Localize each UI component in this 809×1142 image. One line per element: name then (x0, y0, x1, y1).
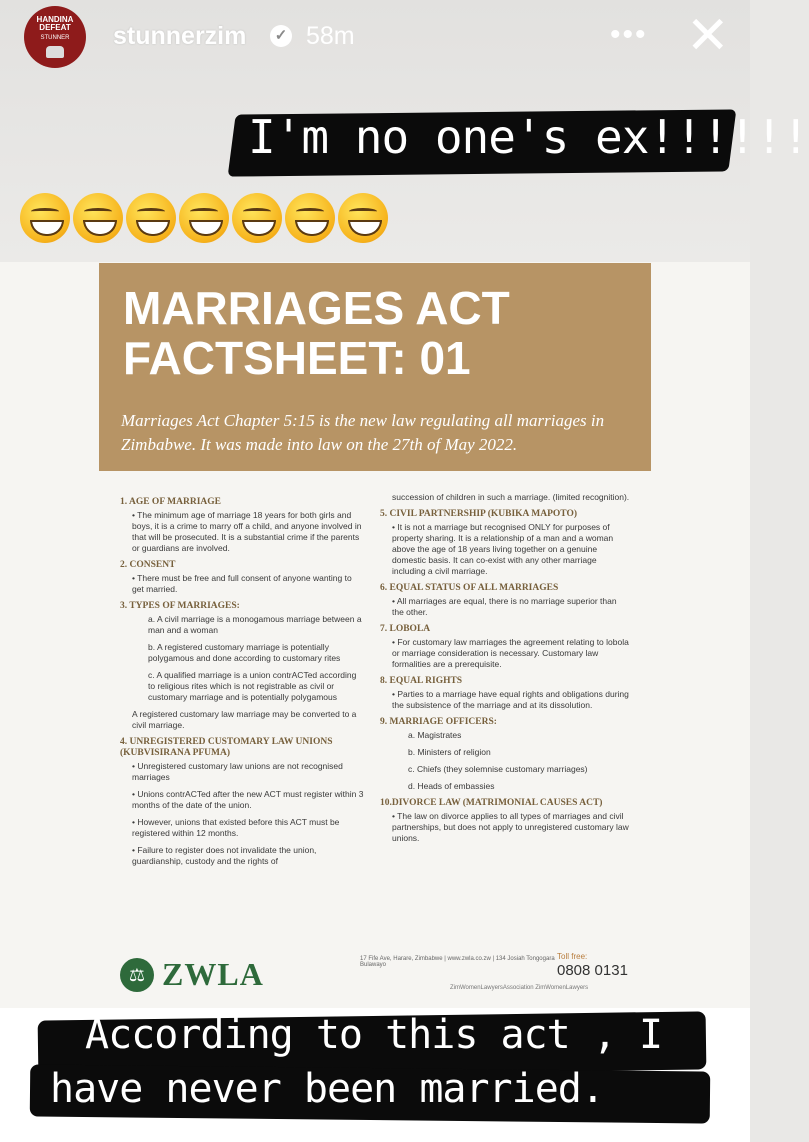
section-heading: 6. EQUAL STATUS OF ALL MARRIAGES (380, 583, 559, 593)
grinning-sweat-emoji (73, 193, 123, 243)
story-caption-bottom-line1: According to this act , I (85, 1012, 663, 1058)
section-heading: 2. CONSENT (120, 560, 176, 570)
section-text: • All marriages are equal, there is no marriage superior than the other. (392, 596, 617, 617)
grinning-sweat-emoji (338, 193, 388, 243)
more-dots-icon[interactable]: ••• (610, 18, 648, 51)
section-heading: 5. CIVIL PARTNERSHIP (KUBIKA MAPOTO) (380, 509, 577, 519)
username[interactable]: stunnerzim (113, 22, 247, 50)
section-text: succession of children in such a marriage. (limited recognition). (392, 492, 630, 502)
section-text: d. Heads of embassies (408, 781, 495, 791)
toll-free-number: 0808 0131 (557, 962, 628, 979)
factsheet-left-column (120, 492, 365, 873)
factsheet-intro: Marriages Act Chapter 5:15 is the new law regulating all marriages in Zimbabwe. It was made into law on the 27th of May 2022. (121, 411, 605, 454)
section-heading: 3. TYPES OF MARRIAGES: (120, 601, 240, 611)
section-heading: 1. AGE OF MARRIAGE (120, 497, 221, 507)
section-heading: 10.DIVORCE LAW (MATRIMONIAL CAUSES ACT) (380, 798, 603, 808)
grinning-sweat-emoji (232, 193, 282, 243)
section-text: • It is not a marriage but recognised ONLY for purposes of property sharing. It is a relationship of a man and a woman above the age of 18 years living together on a genuine domestic basis. It can co-exist with any other marriage including a civil marriage. (392, 522, 614, 576)
section-text: • However, unions that existed before this ACT must be registered within 12 months. (132, 817, 340, 838)
factsheet-right-column (380, 492, 630, 850)
story-caption-bottom-line2: have never been married. (50, 1066, 604, 1112)
close-icon[interactable]: ✕ (686, 7, 730, 65)
factsheet-title: MARRIAGES ACT FACTSHEET: 01 (123, 282, 510, 384)
avatar-figure (46, 46, 64, 58)
section-text: A registered customary law marriage may be converted to a civil marriage. (132, 709, 357, 730)
toll-free-label: Toll free: (557, 952, 588, 961)
post-time: 58m (306, 22, 355, 50)
section-heading: 9. MARRIAGE OFFICERS: (380, 717, 497, 727)
social-handles: ZimWomenLawyersAssociation ZimWomenLawyers (450, 985, 589, 991)
grinning-sweat-emoji (126, 193, 176, 243)
section-text: • The law on divorce applies to all types of marriages and civil partnerships, but does not apply to unregistered customary law unions. (392, 811, 629, 843)
story-header (0, 0, 809, 262)
section-text: b. Ministers of religion (408, 747, 491, 757)
grinning-sweat-emoji (179, 193, 229, 243)
section-text: • Unregistered customary law unions are not recognised marriages (132, 761, 343, 782)
section-text: c. Chiefs (they solemnise customary marriages) (408, 764, 588, 774)
section-text: • Unions contrACTed after the new ACT must register within 3 months of the date of the union. (132, 789, 364, 810)
section-text: a. Magistrates (408, 730, 462, 740)
section-text: • For customary law marriages the agreement relating to lobola or marriage consideration is necessary. Customary law formalities are a prerequisite. (392, 637, 629, 669)
avatar[interactable]: HANDINA DEFEAT STUNNER (24, 6, 86, 68)
footer-address: 17 Fife Ave, Harare, Zimbabwe | www.zwla.co.zw | 134 Josiah Tongogara Bulawayo (360, 956, 555, 968)
grinning-sweat-emoji (285, 193, 335, 243)
emoji-row (20, 193, 391, 248)
grinning-sweat-emoji (20, 193, 70, 243)
zwla-logo: ⚖ ZWLA (120, 956, 264, 993)
section-heading: 4. UNREGISTERED CUSTOMARY LAW UNIONS (KUBVISIRANA PFUMA) (120, 737, 333, 758)
section-text: • There must be free and full consent of anyone wanting to get married. (132, 573, 352, 594)
section-text: • Parties to a marriage have equal rights and obligations during the subsistence of the marriage and at its dissolution. (392, 689, 629, 710)
section-text: • Failure to register does not invalidate the union, guardianship, custody and the rights of (132, 845, 317, 866)
scales-icon: ⚖ (120, 958, 154, 992)
section-text: b. A registered customary marriage is potentially polygamous and done according to customary rites (148, 642, 341, 663)
section-text: a. A civil marriage is a monogamous marriage between a man and a woman (148, 614, 362, 635)
section-text: • The minimum age of marriage 18 years for both girls and boys, it is a crime to marry off a child, and anyone involved in that will be prosecuted. It is a substantial crime if the parents or guardians are involved. (132, 510, 362, 553)
section-text: c. A qualified marriage is a union contrACTed according to religious rites which is not registrable as civil or customary marriage and is potentially polygamous (148, 670, 357, 702)
story-caption-top: I'm no one's ex!!!!!! (248, 110, 809, 164)
section-heading: 8. EQUAL RIGHTS (380, 676, 463, 686)
factsheet-banner (99, 263, 651, 471)
section-heading: 7. LOBOLA (380, 624, 431, 634)
verified-badge-icon: ✓ (270, 25, 292, 47)
